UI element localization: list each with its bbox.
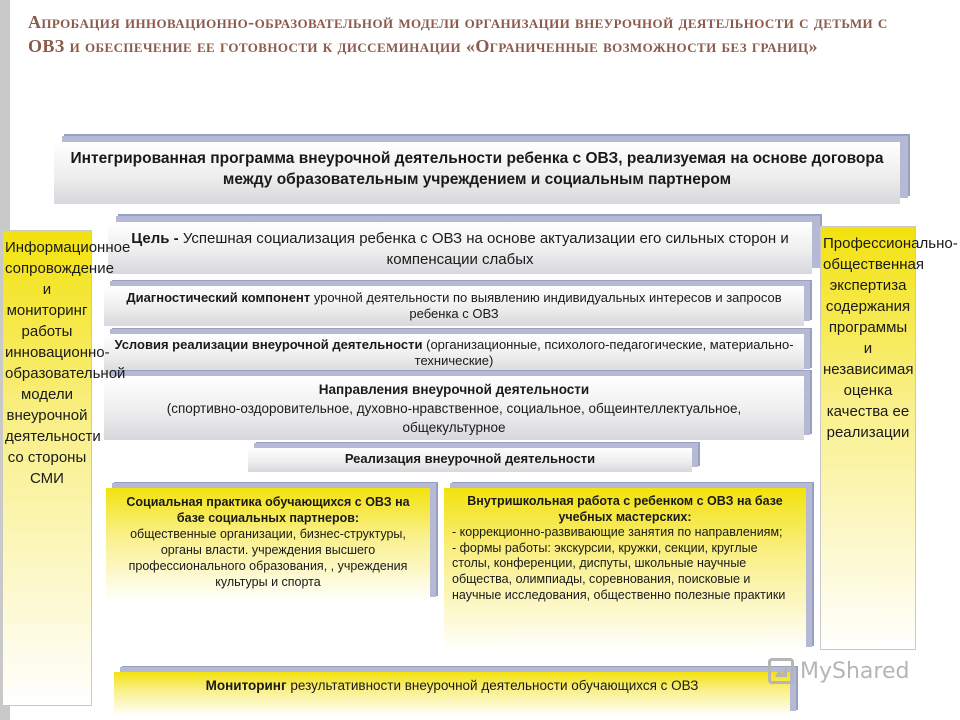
school-item-2: - формы работы: экскурсии, кружки, секции, круглые столы, конференции, диспуты, школьные научные общества, олимпиады, соревнования, поисковые и научные исследования, общественно полезные практики [452,540,786,602]
directions-box [104,376,804,440]
school-work-box [444,488,806,652]
watermark [768,658,909,684]
diagnostic-text: урочной деятельности по выявлению индивидуальных интересов и запросов ребенка с ОВЗ [313,290,782,321]
goal-text: Успешная социализация ребенка с ОВЗ на основе актуализации его сильных сторон и компенсации слабых [182,230,789,268]
school-label: Внутришкольная работа с ребенком с ОВЗ на базе учебных мастерских: [467,494,783,524]
diagnostic-box [104,286,804,326]
directions-text: (спортивно-оздоровительное, духовно-нравственное, социальное, общеинтеллектуальное, общекультурное [166,401,742,435]
monitoring-box [114,672,790,716]
expert-box [820,226,958,650]
program-box [54,142,900,204]
watermark-text: MyShared [800,658,910,684]
info-support-text: Информационное сопровождение и мониторинг работы инновационно-образовательной модели внеурочной деятельности со стороны СМИ [5,239,131,487]
monitoring-text: результативности внеурочной деятельности обучающихся с ОВЗ [290,678,699,693]
realization-box [248,448,692,472]
conditions-text: (организационные, психолого-педагогические, материально-технические) [414,337,794,368]
directions-label: Направления внеурочной деятельности [318,382,590,397]
goal-label: Цель - [131,230,179,247]
expert-text: Профессионально-общественная экспертиза содержания программы и независимая оценка качества ее реализации [823,235,958,441]
school-item-1: - коррекционно-развивающие занятия по направлениям; [452,525,783,540]
info-support-box [2,230,131,706]
social-label: Социальная практика обучающихся с ОВЗ на базе социальных партнеров: [126,495,410,525]
social-practice-box [106,488,430,602]
monitoring-label: Мониторинг [205,678,287,693]
diagnostic-label: Диагностический компонент [126,290,311,305]
realization-text: Реализация внеурочной деятельности [344,451,596,466]
program-text: Интегрированная программа внеурочной деятельности ребенка с ОВЗ, реализуемая на основе договора между образовательным учреждением и социальным партнером [70,150,884,188]
social-text: общественные организации, бизнес-структуры, органы власти. учреждения высшего профессионального образования, , учреждения культуры и спорта [128,527,408,589]
conditions-label: Условия реализации внеурочной деятельности [114,337,423,352]
slide-title: Апробация инновационно-образовательной модели организации внеурочной деятельности с детьми с ОВЗ и обеспечение ее готовности к диссеминации «Ограниченные возможности без границ» [28,12,888,56]
myshared-logo-icon [768,658,794,684]
conditions-box [104,334,804,374]
goal-box [108,222,812,274]
